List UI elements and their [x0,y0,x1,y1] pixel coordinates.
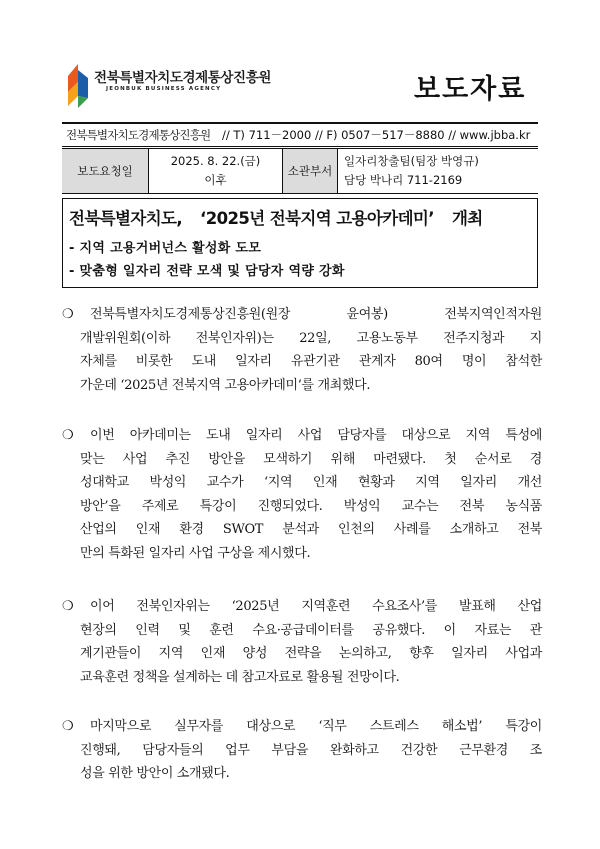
contact-strip [62,122,538,147]
paragraph-line: 가운데 ‘2025년 전북지역 고용아카데미’를 개최했다. [80,377,371,393]
headline-title-part-1: 전북특별자치도, [69,209,183,228]
agency-logo [62,62,322,112]
bullet-icon: ❍ [62,719,74,734]
body-paragraph-4 [62,715,542,786]
paragraph-line: 자체를 비롯한 도내 일자리 유관기관 관계자 80여 명이 참석한 [80,354,542,369]
paragraph-line: 맞는 사업 추진 방안을 모색하기 위해 마련됐다. 첫 순서로 경 [80,451,542,467]
paragraph-line: 현장의 인력 및 훈련 수요·공급데이터를 공유했다. 이 자료는 관 [80,622,542,638]
paragraph-line: 산업의 인재 환경 SWOT 분석과 인천의 사례를 소개하고 전북 [80,522,542,537]
paragraph-line: 교육훈련 정책을 설계하는 데 참고자료로 활용될 전망이다. [80,669,400,685]
paragraph-line: 성을 위한 방안이 소개됐다. [80,766,230,781]
contact-person: 담당 박나리 711-2169 [344,173,463,187]
headline-title-part-3: 개최 [451,209,483,228]
agency-name: 전북특별자치도경제통상진흥원 [94,70,271,86]
request-date-cell [149,149,283,193]
bullet-icon: ❍ [62,428,74,443]
press-release-title: 보도자료 [414,74,527,105]
paragraph-line: 전북특별자치도경제통상진흥원(원장 윤여봉) 전북지역인적자원 [90,307,542,322]
paragraph-line: 계기관들이 지역 인재 양성 전략을 논의하고, 향후 일자리 사업과 [80,646,542,661]
request-date-label: 보도요청일 [62,149,149,193]
request-date: 2025. 8. 22.(금) [170,154,261,168]
agency-logo-icon [62,62,92,110]
release-info-table [62,148,538,194]
department-label: 소관부서 [283,149,338,193]
bullet-icon: ❍ [62,307,74,322]
paragraph-line: 개발위원회(이하 전북인자위)는 22일, 고용노동부 전주지청과 지 [80,330,542,346]
department-name: 일자리창출팀(팀장 박영규) [344,154,479,168]
headline-box [62,198,538,288]
headline-title-part-2: ‘2025년 전북지역 고용아카데미’ [200,209,434,228]
paragraph-line: 성대학교 박성익 교수가 ‘지역 인재 현황과 지역 일자리 개선 [80,475,542,490]
department-cell [338,149,538,193]
contact-phones: // T) 711－2000 // F) 0507－517－8880 // www.jbba.kr [222,128,531,142]
paragraph-line: 만의 특화된 일자리 사업 구상을 제시했다. [80,545,311,561]
paragraph-line: 이어 전북인자위는 ‘2025년 지역훈련 수요조사’를 발표해 산업 [90,599,542,614]
contact-org: 전북특별자치도경제통상진흥원 [66,128,211,142]
paragraph-line: 진행돼, 담당자들의 업무 부담을 완화하고 건강한 근무환경 조 [80,742,542,758]
bullet-icon: ❍ [62,599,74,614]
paragraph-line: 방안’을 주제로 특강이 진행되었다. 박성익 교수는 전북 농식품 [80,498,542,514]
headline-subtitle-2: - 맞춤형 일자리 전략 모색 및 담당자 역량 강화 [69,264,345,279]
request-date-note: 이후 [204,173,227,187]
body-paragraph-3 [62,595,542,689]
paragraph-line: 이번 아카데미는 도내 일자리 사업 담당자를 대상으로 지역 특성에 [90,428,542,443]
paragraph-line: 마지막으로 실무자를 대상으로 ‘직무 스트레스 해소법’ 특강이 [90,719,542,734]
body-paragraph-1 [62,303,542,397]
agency-english-name: JEONBUK BUSINESS AGENCY [106,86,222,92]
headline-subtitle-1: - 지역 고용거버넌스 활성화 도모 [69,241,262,256]
body-paragraph-2 [62,424,542,565]
headline-title [69,205,483,229]
